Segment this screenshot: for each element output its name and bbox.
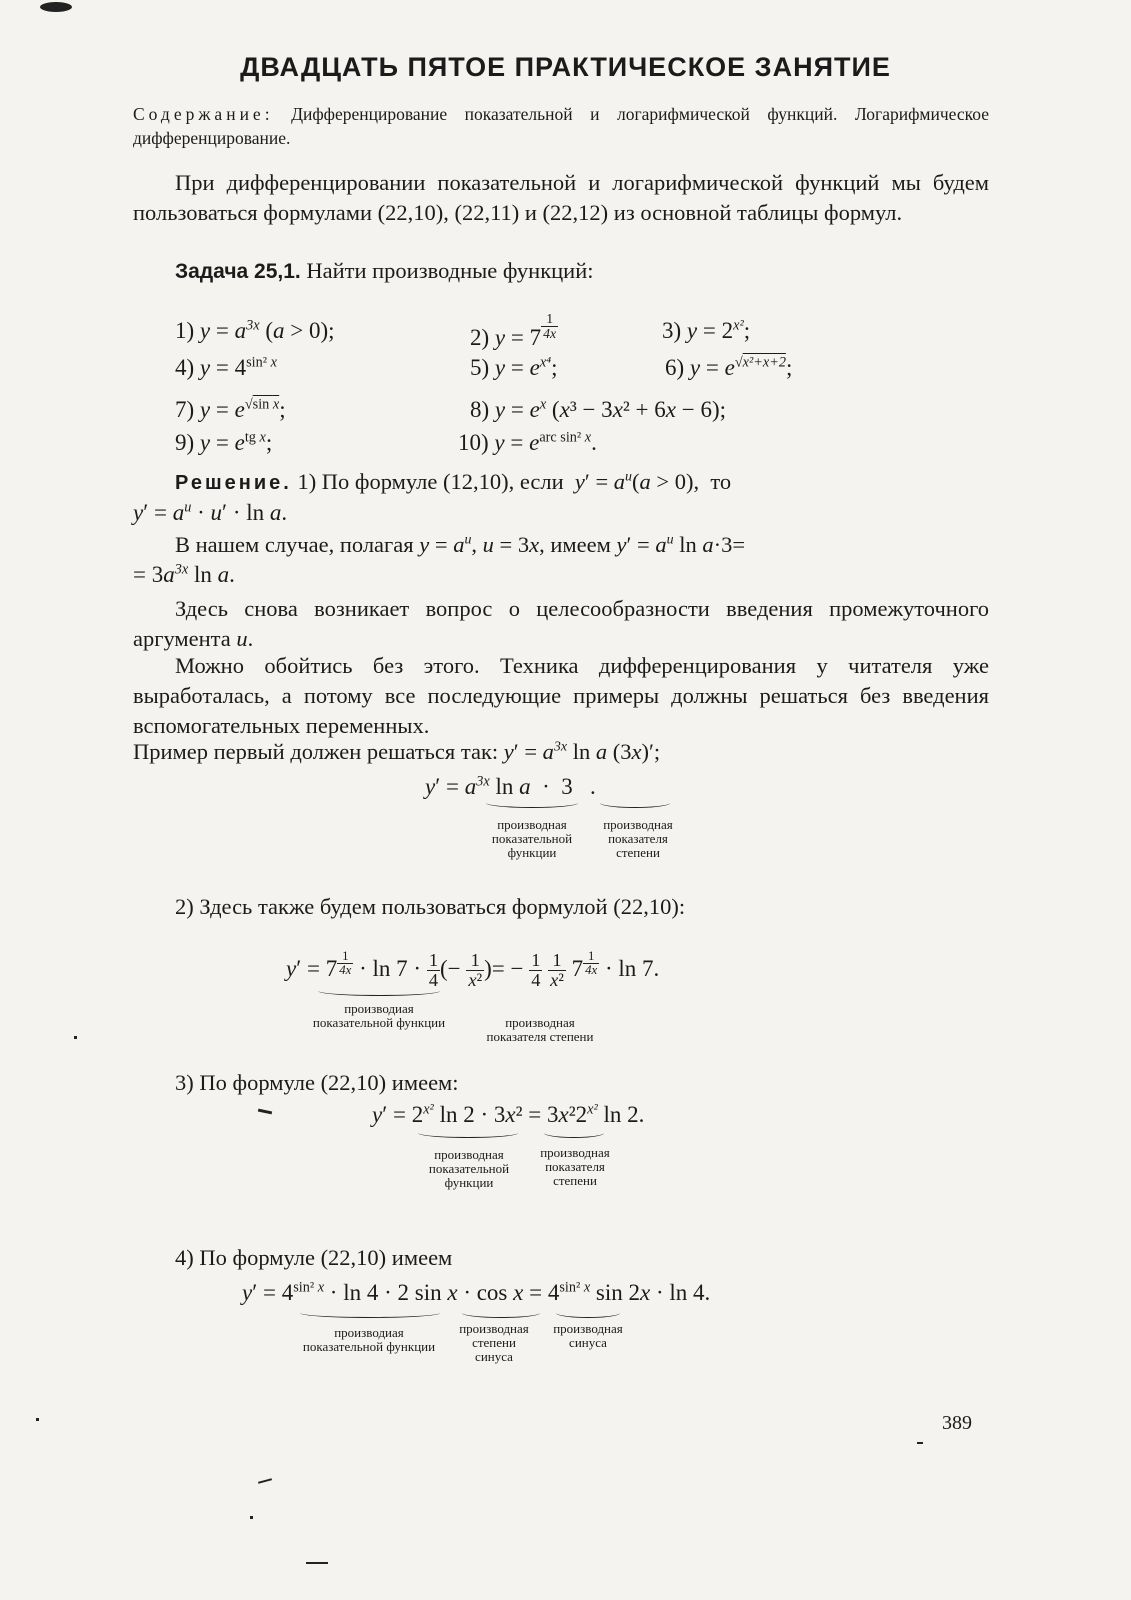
item-2-text: 2) Здесь также будем пользоваться формулой (22,10): [175,894,686,919]
contents-summary [133,102,989,150]
problem-number: 7) [175,397,195,422]
problem-7: 7) $y = e^{√sin x}$; [175,396,286,422]
problem-3: 3) $y = 2^{x^2}$; [662,317,751,343]
scan-speck [258,1109,272,1115]
scan-speck [40,2,72,12]
equation-2: y′ = 7 $^{\frac{1}{4x}}$ · ln 7 · $\frac{1}{4}$ (− $\frac{1}{\text{x²}}$ )= − $\frac{1}{4}$ $\frac{1}{\text{x²}}$ 7 $^{\frac{1}{4x}}$ · ln 7. [286,949,660,991]
scan-speck [258,1478,272,1484]
equation-1: $y' = a^{3x}$ ln a · 3 . [425,773,596,799]
case-text-2: имеем [550,532,611,557]
note-exp-derivative: производиая показательной функции [312,1001,446,1030]
note-exponent-derivative: производная показателя степени [540,1145,610,1188]
solution-label: Решение. [175,472,292,494]
problem-5: 5) $y = e^{x^4}$; [470,354,558,380]
note-exponent-derivative: производная показателя степени [603,817,673,860]
underbrace [462,1312,540,1318]
problem-number: 3) [662,318,682,343]
item-3-text: 3) По формуле (22,10) имеем: [175,1070,459,1095]
example-text: Пример первый должен решаться так: [133,739,499,764]
underbrace [418,1132,518,1138]
scan-speck [74,1036,77,1039]
note-exp-derivative: производная показательной функции [428,1147,510,1190]
underbrace [486,802,578,808]
technique-paragraph: Можно обойтись без этого. Техника дифференцирования у читателя уже выработалась, а потому все последующие примеры должны решаться без введения вспомогательных переменных. [133,653,989,738]
scan-speck [917,1442,923,1444]
solution-line-1: Решение. 1) По формуле (12,10), если $y' = a^u(a > 0)$, то [175,469,732,494]
problem-6: 6) $y = e^{√x^2+x+2}$; [665,354,793,380]
equation-4: $y' = 4^{sin^2 x} \cdot \ln 4 \cdot 2$ $\sin x \cdot \cos x = 4^{sin^2 x}$ sin 2x · ln 4. [242,1279,711,1305]
note-exponent-derivative: производная показателя степени [486,1015,594,1044]
problem-2: 2) y = 7 $^{\frac{1}{4x}}$ [470,311,557,350]
example-line: Пример первый должен решаться так: $y' = a^{3x}$ ln a (3x)′; [133,739,661,764]
solution-text: 1) По формуле (12,10), если [297,469,564,494]
underbrace [300,1312,440,1318]
problem-number: 2) [470,324,490,350]
problem-8: 8) $y = e^x$ (x³ − 3x² + 6x − 6); [470,396,727,422]
underbrace [600,802,670,808]
note-sine-derivative: производная синуса [553,1321,623,1350]
scan-speck [306,1562,328,1564]
case-line: В нашем случае, полагая $y = a^u$, u = 3x, имеем $y' = a^u$ ln a·3= [175,532,746,557]
contents-label: Содержание: [133,104,274,124]
page-title: ДВАДЦАТЬ ПЯТОЕ ПРАКТИЧЕСКОЕ ЗАНЯТИЕ [240,52,891,82]
note-exp-derivative: производиая показательной функции [302,1325,436,1354]
problem-number: 9) [175,430,195,455]
problem-number: 6) [665,355,685,380]
problem-number: 1) [175,318,195,343]
page-number: 389 [942,1412,972,1434]
task-text: Найти производные функций: [306,258,594,283]
solution-text-to: то [710,469,732,494]
problem-1: 1) $y = a^{3x}$ (a > 0); [175,317,335,343]
problem-4: 4) $y = 4^{sin^2 x}$ [175,354,277,380]
note-exp-derivative: производная показательной функции [491,817,573,860]
scan-speck [250,1516,253,1519]
solution-formula: $y' = a^u \cdot u' \cdot \ln a$. [133,499,288,525]
case-text: В нашем случае, полагая [175,532,414,557]
underbrace [556,1312,620,1318]
underbrace [544,1132,604,1138]
question-paragraph: Здесь снова возникает вопрос о целесообразности введения промежуточного аргумента u. [133,596,989,651]
scan-speck [36,1418,39,1421]
problem-number: 4) [175,355,195,380]
problem-number: 10) [458,430,489,455]
question-text: Здесь снова возникает вопрос о целесообразности введения промежуточного аргумента [133,596,989,651]
task-label: Задача 25,1. [175,260,301,283]
underbrace [318,990,440,996]
task-heading [175,256,989,287]
intro-paragraph: При дифференцировании показательной и логарифмической функций мы будем пользоваться формулами (22,10), (22,11) и (22,12) из основной таблицы формул. [133,170,989,225]
contents-text: Дифференцирование показательной и логарифмической функций. Логарифмическое дифференцирование. [133,104,989,148]
problem-9: 9) $y = e^{tg x}$; [175,429,273,455]
equation-3: $y' = 2^{x^2}$ $\ln 2 \cdot 3x^2 = 3x^22^{x^2}$ ln 2. [372,1101,645,1127]
case-result: = $3a^{3x}$ ln a. [133,561,235,587]
problem-number: 5) [470,355,490,380]
problem-10: 10) $y = e^{arc sin^2 x}$. [458,429,597,455]
problem-number: 8) [470,397,490,422]
item-4-text: 4) По формуле (22,10) имеем [175,1245,453,1270]
note-sine-power-derivative: производная степени синуса [459,1321,529,1364]
